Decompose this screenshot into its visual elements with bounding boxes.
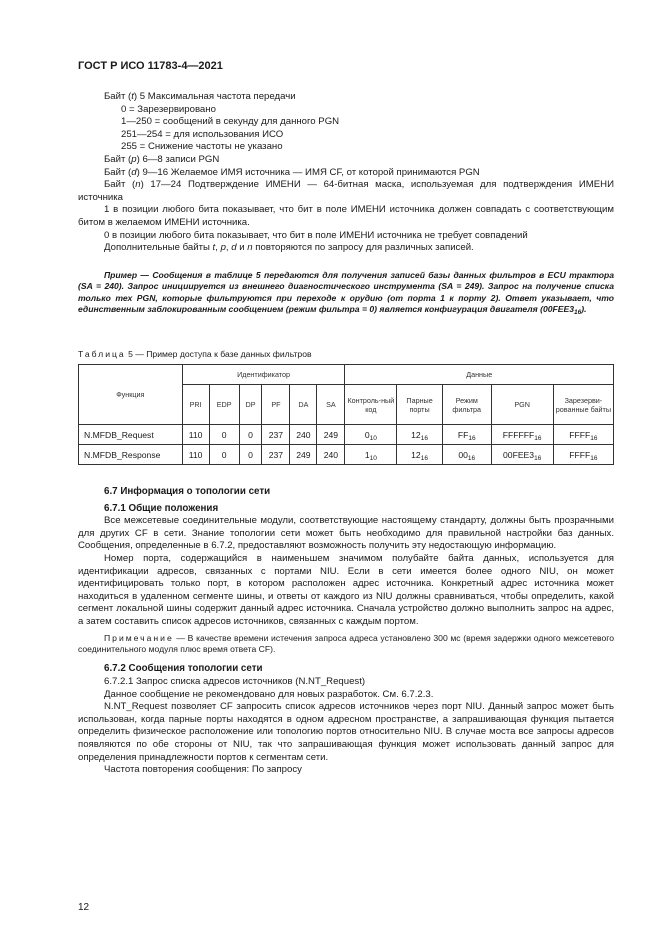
header-reserved: Зарезерви-рованные байты (553, 385, 613, 425)
cell: 0 (209, 445, 239, 465)
cell: $FFFFFF_{16}$ (491, 425, 553, 445)
byte-list (78, 91, 614, 255)
header-filter-mode: Режим фильтра (442, 385, 491, 425)
paragraph: N.NT_Request позволяет CF запросить список адресов источников через порт NIU. Данный запрос может быть использован, когда парные порты находятся в одном адресном пространстве, а запрашивающая функция пытается определить физическое расположение или топологию портов относительно NIU. В случае моста все запросы адресов появляются по обе стороны от NIU, так что запрашивающая функция может использовать данный запрос для определения принадлежности портов к сегментам сети. (78, 701, 614, 763)
cell: 249 (317, 425, 345, 445)
text-line: 251—254 = для использования ИСО (121, 128, 284, 140)
header-data: Данные (345, 365, 614, 385)
cell: 0 (239, 425, 262, 445)
text-line: Частота повторения сообщения: По запросу (104, 764, 302, 776)
cell: $12_{16}$ (397, 445, 443, 465)
cell-function: N.MFDB_Request (79, 425, 183, 445)
text-line: Байт (d) 9—16 Желаемое ИМЯ источника — ИМЯ CF, от которой принимаются PGN (104, 166, 480, 178)
text-line: 1 в позиции любого бита показывает, что бит в поле ИМЕНИ источника должен совпадать с соответствующим битом в желаемом ИМЕНИ источника. (78, 204, 614, 228)
header-edp: EDP (209, 385, 239, 425)
cell: $FFFF_{16}$ (553, 445, 613, 465)
text-line: Дополнительные байты t, p, d и n повторяются по запросу для различных записей. (104, 242, 474, 254)
section-heading: 6.7.2 Сообщения топологии сети (104, 663, 263, 675)
section-6-7 (78, 486, 614, 777)
section-heading: 6.7 Информация о топологии сети (104, 486, 271, 497)
page-number: 12 (78, 902, 90, 913)
cell: $FFFF_{16}$ (553, 425, 613, 445)
text-line: Данное сообщение не рекомендовано для новых разработок. См. 6.7.2.3. (104, 688, 434, 700)
header-sa: SA (317, 385, 345, 425)
header-dp: DP (239, 385, 262, 425)
cell: $FF_{16}$ (442, 425, 491, 445)
text-line: Байт (t) 5 Максимальная частота передачи (104, 91, 296, 102)
cell: 240 (290, 425, 317, 445)
cell: $00FEE3_{16}$ (491, 445, 553, 465)
header-control-code: Контроль-ный код (345, 385, 397, 425)
cell: 237 (262, 445, 290, 465)
cell: $00_{16}$ (442, 445, 491, 465)
header-pf: PF (262, 385, 290, 425)
paragraph: Номер порта, содержащийся в наименьшем значимом полубайте байта данных, используется для идентификации адресов, связанных с портами NIU. Если в сети имеется более одного NIU, он может идентифицировать только порт, в котором расположен адрес источника. Конкретный адрес источника может находиться в удаленном сегменте шины, и ответы от каждого из NIU должны сравниваться, чтобы определить, какой сегмент локальной шины содержит данный адрес источника. Сначала устройство должно выполнить запрос на адрес, а затем составить список адресов источников, связанных с каждым портом. (78, 552, 614, 627)
cell: 249 (290, 445, 317, 465)
text-line: 0 в позиции любого бита показывает, что бит в поле ИМЕНИ источника не требует совпадений (104, 229, 528, 241)
section-heading: 6.7.1 Общие положения (104, 502, 219, 514)
cell-function: N.MFDB_Response (79, 445, 183, 465)
cell: 0 (209, 425, 239, 445)
header-paired-ports: Парные порты (397, 385, 443, 425)
table-row (79, 445, 614, 465)
text-line: 6.7.2.1 Запрос списка адресов источников (N.NT_Request) (104, 675, 366, 687)
header-pri: PRI (182, 385, 209, 425)
example-text: Пример — Сообщения в таблице 5 передаются для получения записей базы данных фильтров в ECU трактора (SA = 240). Запрос инициируется из внешнего диагностического инструмента (SA = 249). Запрос на получение списка только тех PGN, которые фильтруются при переходе к орудию (от порта 1 к порту 2). Ответ указывает, что единственным заблокированным сообщением (режим фильтра = 0) является конфигурация двигателя $(00FEE3_{16})$. (78, 270, 614, 317)
cell: $1_{10}$ (345, 445, 397, 465)
text-line: 0 = Зарезервировано (121, 103, 216, 115)
header-function: Функция (79, 365, 183, 425)
cell: $12_{16}$ (397, 425, 443, 445)
table-row (79, 425, 614, 445)
cell: 237 (262, 425, 290, 445)
example-paragraph (78, 270, 614, 316)
text-line: Байт (n) 17—24 Подтверждение ИМЕНИ — 64-битная маска, используемая для подтверждения ИМЕНИ источника (78, 179, 614, 203)
paragraph: Все межсетевые соединительные модули, соответствующие настоящему стандарту, должны быть прозрачными для других CF в сети. Знание топологии сети может быть необходимо для правильной настройки баз данных. Сообщения, определенные в 6.7.2, предоставляют возможность получить эту недостающую информацию. (78, 515, 614, 552)
cell: $0_{10}$ (345, 425, 397, 445)
cell: 0 (239, 445, 262, 465)
header-pgn: PGN (491, 385, 553, 425)
text-line: 1—250 = сообщений в секунду для данного PGN (121, 116, 340, 128)
filter-database-table (78, 364, 614, 465)
text-line: Байт (p) 6—8 записи PGN (104, 153, 220, 165)
table-caption: Таблица 5 — Пример доступа к базе данных фильтров (78, 349, 312, 359)
cell: 110 (182, 445, 209, 465)
cell: 240 (317, 445, 345, 465)
header-identifier: Идентификатор (182, 365, 345, 385)
header-da: DA (290, 385, 317, 425)
note: Примечание — В качестве времени истечения запроса адреса установлено 300 мс (время задержки одного межсетевого соединительного модуля плюс время ответа CF). (78, 632, 614, 654)
cell: 110 (182, 425, 209, 445)
text-line: 255 = Снижение частоты не указано (121, 141, 283, 153)
standard-header: ГОСТ Р ИСО 11783-4—2021 (78, 60, 223, 72)
